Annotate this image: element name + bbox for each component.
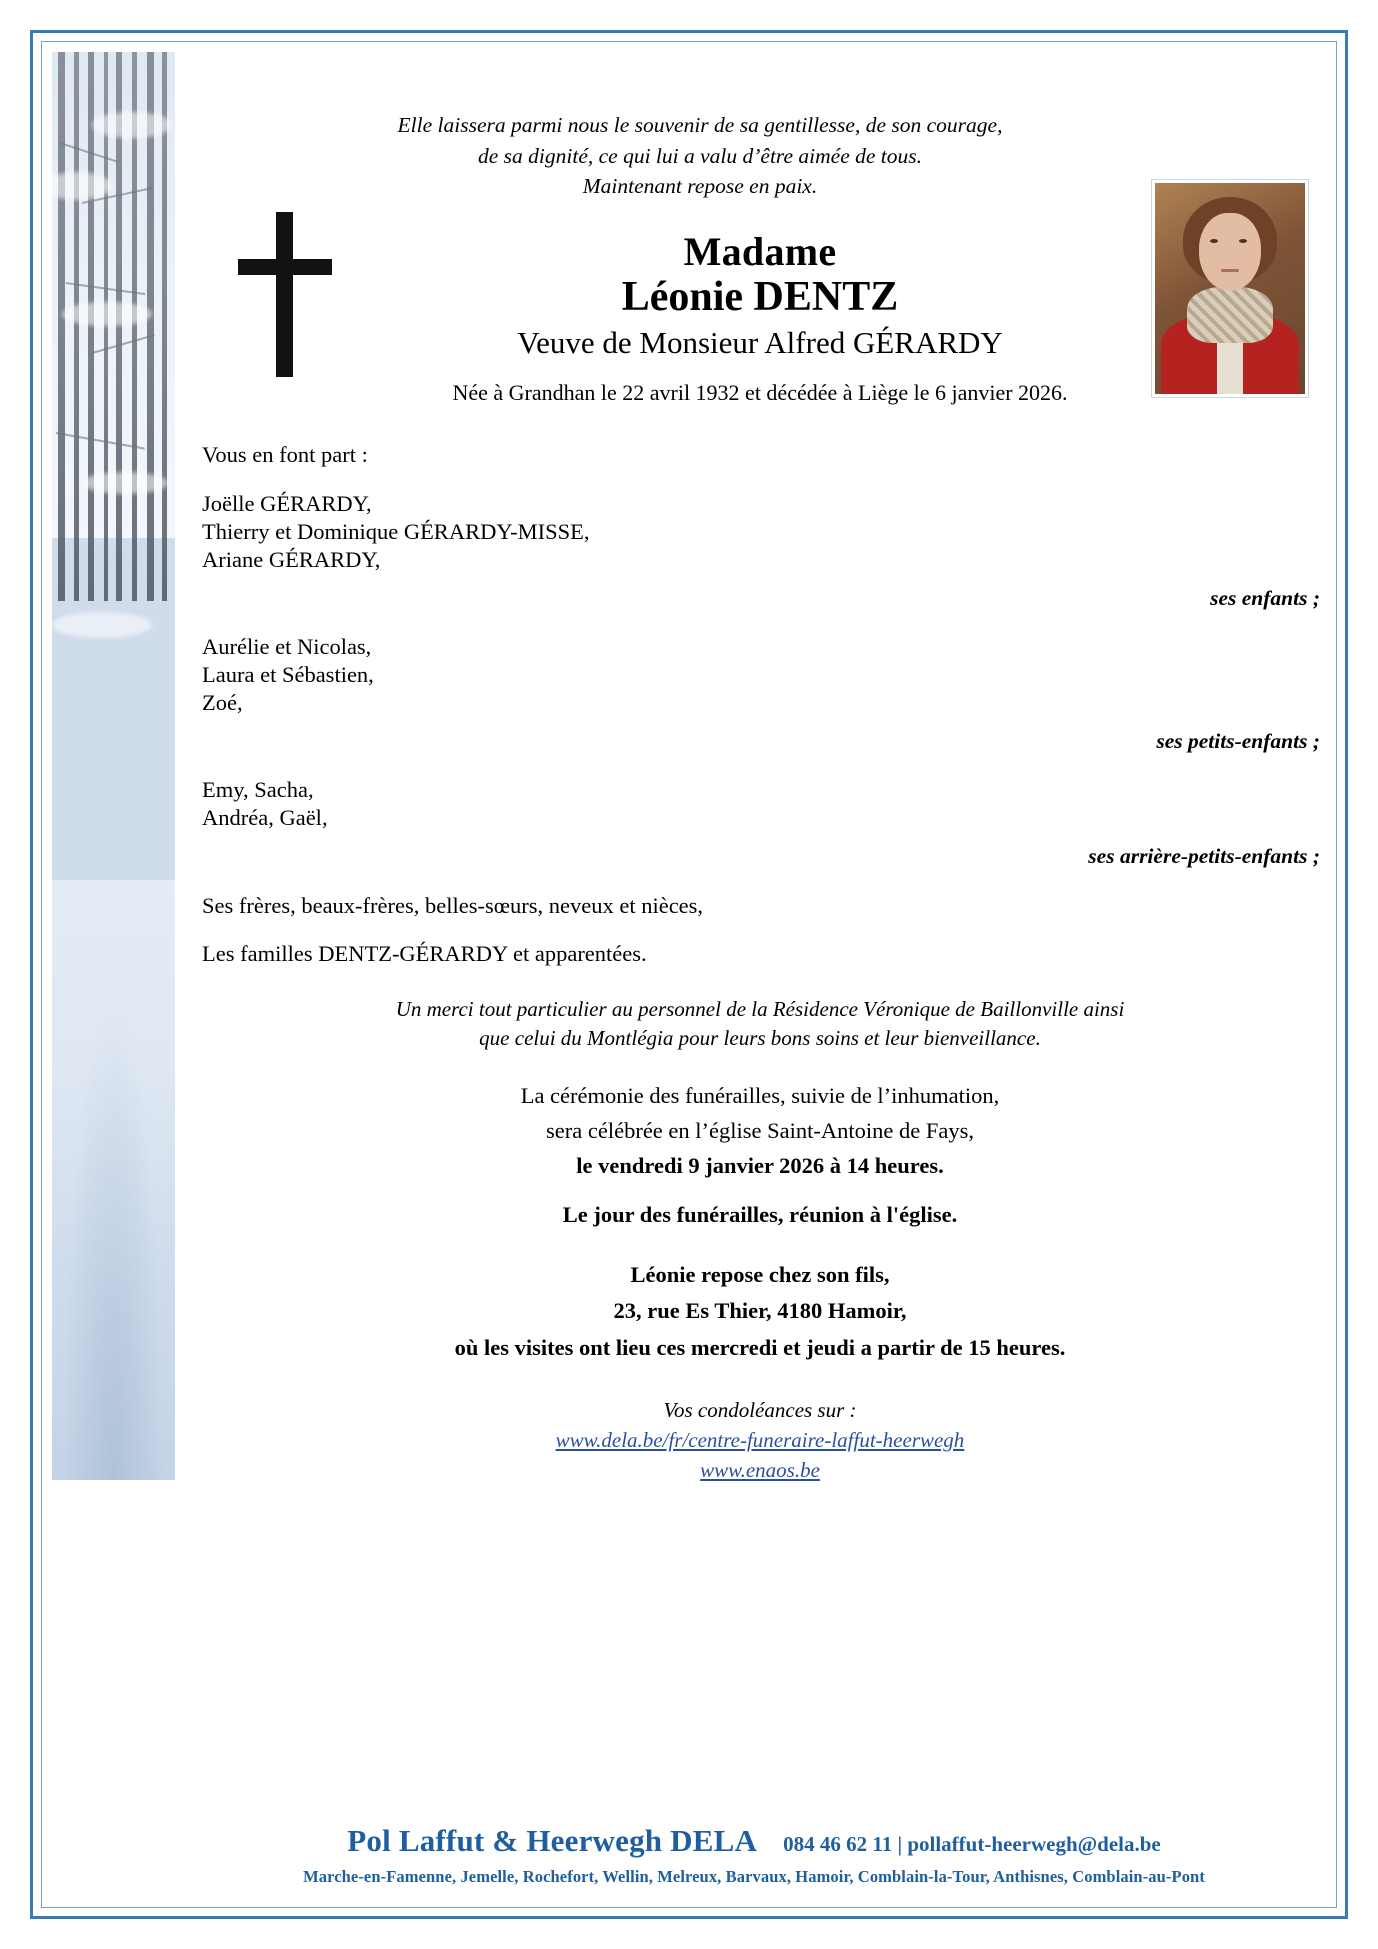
photo-trees [52,52,175,937]
honorific: Madame [683,228,837,274]
birth-death-line: Née à Grandhan le 22 avril 1932 et décédée à Liège le 6 janvier 2026. [452,379,1068,405]
spouse-line: Veuve de Monsieur Alfred GÉRARDY [517,325,1003,361]
portrait-photo [1152,180,1308,397]
list-item: Emy, Sacha, [202,777,314,803]
greatgrandchildren-list [202,776,1320,832]
ceremony-line-2: sera célébrée en l’église Saint-Antoine de Fays, [546,1118,974,1144]
winter-forest-photo [52,52,175,1480]
funeral-home-brand: Pol Laffut & Heerwegh DELA [347,1823,758,1858]
condolences-link-enaos[interactable]: www.enaos.be [700,1457,820,1482]
memorial-content [190,52,1330,1482]
repose-details [190,1257,1330,1366]
condolences-link-dela[interactable]: www.dela.be/fr/centre-funeraire-laffut-heerwegh [555,1428,965,1453]
list-item: Ariane GÉRARDY, [202,547,381,573]
repose-address: 23, rue Es Thier, 4180 Hamoir, [613,1298,907,1324]
cross-icon [230,212,340,377]
epitaph-line-1: Elle laissera parmi nous le souvenir de sa gentillesse, de son courage, [397,113,1003,137]
list-item: Aurélie et Nicolas, [202,633,372,659]
ceremony-details [190,1079,1330,1233]
photo-path [62,994,165,1480]
greatgrandchildren-role: ses arrière-petits-enfants ; [1088,844,1320,869]
children-list [202,490,1320,574]
funeral-home-contact: 084 46 62 11 | pollaffut-heerwegh@dela.be [783,1832,1161,1856]
ceremony-datetime: le vendredi 9 janvier 2026 à 14 heures. [576,1153,944,1179]
repose-visits: où les visites ont lieu ces mercredi et jeudi a partir de 15 heures. [454,1334,1066,1360]
grandchildren-list [202,633,1320,717]
epitaph-line-3: Maintenant repose en paix. [582,174,818,199]
children-role: ses enfants ; [1210,586,1320,611]
condolences-label: Vos condoléances sur : [663,1398,857,1423]
ceremony-gathering: Le jour des funérailles, réunion à l'église. [562,1202,958,1228]
deceased-name: Léonie DENTZ [621,274,899,321]
announce-lead: Vous en font part : [202,441,368,467]
grandchildren-role: ses petits-enfants ; [1156,729,1320,754]
list-item: Andréa, Gaël, [202,805,328,831]
funeral-home-cities: Marche-en-Famenne, Jemelle, Rochefort, Wellin, Melreux, Barvaux, Hamoir, Comblain-la-Tour, Anthisnes, Comblain-au-Pont [303,1867,1205,1886]
epitaph-line-2: de sa dignité, ce qui lui a valu d’être aimée de tous. [477,143,923,168]
condolences-block [190,1396,1330,1485]
announcement-body [190,440,1330,970]
siblings-line: Ses frères, beaux-frères, belles-sœurs, neveux et nièces, [202,893,704,919]
list-item: Joëlle GÉRARDY, [202,490,372,516]
list-item: Thierry et Dominique GÉRARDY-MISSE, [202,518,590,544]
thanks-note [226,995,1294,1053]
list-item: Zoé, [202,690,243,716]
ceremony-line-1: La cérémonie des funérailles, suivie de l’inhumation, [520,1083,1000,1109]
thanks-line-2: que celui du Montlégia pour leurs bons soins et leur bienveillance. [479,1026,1041,1051]
families-line: Les familles DENTZ-GÉRARDY et apparentées. [202,941,647,967]
funeral-home-footer [190,1809,1318,1887]
repose-line-1: Léonie repose chez son fils, [630,1261,890,1287]
thanks-line-1: Un merci tout particulier au personnel de la Résidence Véronique de Baillonville ainsi [395,997,1125,1022]
list-item: Laura et Sébastien, [202,662,374,688]
